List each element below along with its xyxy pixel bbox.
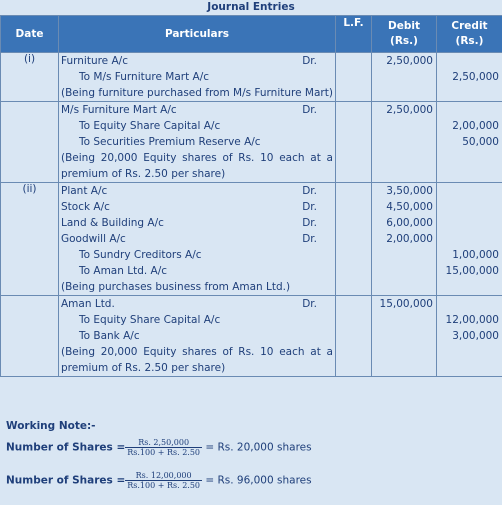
entry-credit	[437, 102, 502, 183]
account-name: Furniture A/c	[61, 55, 128, 67]
journal-entry-row	[1, 183, 502, 296]
entry-date	[1, 102, 59, 183]
debit-amount	[372, 247, 433, 263]
working-note-heading: Working Note:-	[6, 420, 96, 432]
dr-marker: Dr.	[302, 185, 317, 197]
entry-lf	[336, 53, 372, 102]
debit-amount	[372, 328, 433, 344]
page-title: Journal Entries	[0, 0, 502, 15]
particular-line	[61, 183, 333, 199]
entry-lf	[336, 102, 372, 183]
entry-particulars	[59, 296, 336, 377]
header-debit: Debit (Rs.)	[372, 16, 437, 53]
credit-amount	[437, 296, 499, 312]
entry-credit	[437, 183, 502, 296]
particular-line	[61, 231, 333, 247]
particular-line	[61, 199, 333, 215]
credit-amount: 2,50,000	[452, 71, 499, 83]
journal-entry-row	[1, 296, 502, 377]
formula-result: = Rs. 96,000 shares	[202, 474, 312, 487]
journal-entry-row	[1, 53, 502, 102]
account-name: Land & Building A/c	[61, 217, 164, 229]
account-name: To Sundry Creditors A/c	[79, 249, 202, 261]
credit-amount: 3,00,000	[452, 330, 499, 342]
dr-marker: Dr.	[302, 201, 317, 213]
dr-marker: Dr.	[302, 217, 317, 229]
account-name: To Equity Share Capital A/c	[79, 314, 221, 326]
credit-amount: 50,000	[462, 136, 499, 148]
credit-amount: 15,00,000	[445, 265, 499, 277]
credit-amount: 2,00,000	[452, 120, 499, 132]
particular-line	[61, 102, 333, 118]
account-name: To Bank A/c	[79, 330, 140, 342]
debit-amount: 2,00,000	[386, 233, 433, 245]
particular-line	[61, 134, 333, 150]
entry-lf	[336, 296, 372, 377]
entry-particulars	[59, 102, 336, 183]
debit-amount	[372, 134, 433, 150]
formula-result: = Rs. 20,000 shares	[202, 441, 312, 454]
working-note	[6, 420, 496, 490]
account-name: To Aman Ltd. A/c	[79, 265, 168, 277]
debit-amount	[372, 118, 433, 134]
working-note-item	[6, 471, 496, 490]
particular-line	[61, 263, 333, 279]
entry-date	[1, 296, 59, 377]
dr-marker: Dr.	[302, 104, 317, 116]
fraction-denominator: Rs.100 + Rs. 2.50	[127, 448, 201, 457]
header-particulars: Particulars	[59, 16, 336, 53]
debit-amount: 2,50,000	[386, 104, 433, 116]
entry-debit	[372, 102, 437, 183]
credit-amount: 1,00,000	[452, 249, 499, 261]
dr-marker: Dr.	[302, 298, 317, 310]
formula-label: Number of Shares =	[6, 441, 126, 454]
debit-amount	[372, 263, 433, 279]
particular-line	[61, 328, 333, 344]
account-name: Stock A/c	[61, 201, 110, 213]
dr-marker: Dr.	[302, 55, 317, 67]
debit-amount: 6,00,000	[386, 217, 433, 229]
narration: (Being furniture purchased from M/s Furniture Mart)	[61, 87, 333, 99]
fraction-numerator: Rs. 2,50,000	[125, 438, 202, 448]
particular-line	[61, 69, 333, 85]
header-date: Date	[1, 16, 59, 53]
working-note-item	[6, 438, 496, 457]
entry-particulars	[59, 53, 336, 102]
debit-amount	[372, 312, 433, 328]
account-name: To M/s Furniture Mart A/c	[79, 71, 210, 83]
debit-amount: 3,50,000	[386, 185, 433, 197]
entry-credit	[437, 296, 502, 377]
account-name: To Securities Premium Reserve A/c	[79, 136, 261, 148]
entry-debit	[372, 296, 437, 377]
account-name: Plant A/c	[61, 185, 108, 197]
particular-line	[61, 215, 333, 231]
journal-entry-row	[1, 102, 502, 183]
account-name: Aman Ltd.	[61, 298, 115, 310]
debit-amount: 15,00,000	[379, 298, 433, 310]
particular-line	[61, 118, 333, 134]
account-name: M/s Furniture Mart A/c	[61, 104, 177, 116]
narration: (Being purchases business from Aman Ltd.)	[61, 281, 291, 293]
formula-label: Number of Shares =	[6, 474, 126, 487]
entry-particulars	[59, 183, 336, 296]
particular-line	[61, 296, 333, 312]
credit-amount	[437, 199, 499, 215]
credit-amount: 12,00,000	[445, 314, 499, 326]
formula-fraction	[125, 471, 202, 490]
particular-line	[61, 53, 333, 69]
entry-debit	[372, 53, 437, 102]
debit-amount: 2,50,000	[386, 55, 433, 67]
fraction-numerator: Rs. 12,00,000	[125, 471, 202, 481]
header-credit: Credit (Rs.)	[437, 16, 502, 53]
account-name: Goodwill A/c	[61, 233, 126, 245]
entry-date: (i)	[1, 53, 59, 102]
credit-amount	[437, 183, 499, 199]
narration: (Being 20,000 Equity shares of Rs. 10 each at a premium of Rs. 2.50 per share)	[61, 152, 333, 180]
journal-table	[0, 15, 502, 377]
credit-amount	[437, 53, 499, 69]
entry-credit	[437, 53, 502, 102]
header-lf: L.F.	[336, 16, 372, 53]
entry-lf	[336, 183, 372, 296]
credit-amount	[437, 215, 499, 231]
entry-date: (ii)	[1, 183, 59, 296]
dr-marker: Dr.	[302, 233, 317, 245]
formula-fraction	[125, 438, 202, 457]
debit-amount: 4,50,000	[386, 201, 433, 213]
credit-amount	[437, 231, 499, 247]
account-name: To Equity Share Capital A/c	[79, 120, 221, 132]
debit-amount	[372, 69, 433, 85]
credit-amount	[437, 102, 499, 118]
narration: (Being 20,000 Equity shares of Rs. 10 each at a premium of Rs. 2.50 per share)	[61, 346, 333, 374]
entry-debit	[372, 183, 437, 296]
fraction-denominator: Rs.100 + Rs. 2.50	[127, 481, 201, 490]
particular-line	[61, 247, 333, 263]
particular-line	[61, 312, 333, 328]
